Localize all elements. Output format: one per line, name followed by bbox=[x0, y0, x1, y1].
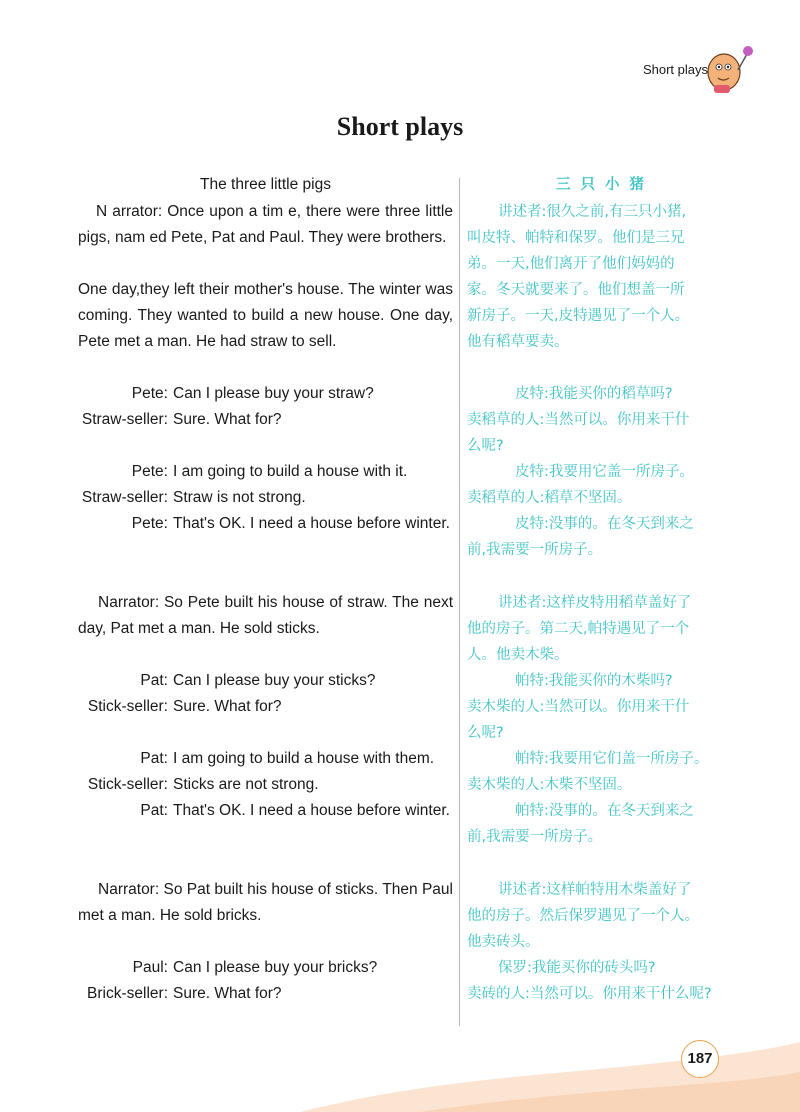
narration-paragraph-3: Narrator: So Pete built his house of straw. The next day, Pat met a man. He sold sticks. bbox=[78, 594, 453, 637]
translation-line: 卖稻草的人:当然可以。你用来干什 bbox=[467, 412, 690, 428]
translation-line: 讲述者:这样帕特用木柴盖好了 bbox=[498, 882, 692, 898]
dialogue-line: Sure. What for? bbox=[173, 985, 282, 1002]
speaker-label: Stick-seller: bbox=[87, 698, 168, 715]
narration-paragraph-1: N arrator: Once upon a tim e, there were three little pigs, nam ed Pete, Pat and Paul. They were brothers. bbox=[78, 203, 453, 246]
translation-line: 他的房子。然后保罗遇见了一个人。 bbox=[467, 908, 699, 924]
dialogue-line: Straw is not strong. bbox=[173, 489, 306, 506]
translation-line: 卖稻草的人:稻草不坚固。 bbox=[467, 490, 632, 506]
dialogue-line: Can I please buy your bricks? bbox=[173, 959, 378, 976]
story-title-english: The three little pigs bbox=[200, 176, 331, 193]
translation-line: 皮特:我能买你的稻草吗? bbox=[515, 386, 673, 402]
translation-line: 人。他卖木柴。 bbox=[467, 647, 569, 663]
translation-line: 他的房子。第二天,帕特遇见了一个 bbox=[467, 621, 690, 637]
speaker-label: Pat: bbox=[140, 672, 168, 689]
speaker-label: Pat: bbox=[140, 750, 168, 767]
dialogue-line: I am going to build a house with it. bbox=[173, 463, 408, 480]
page-title: Short plays bbox=[336, 112, 464, 141]
translation-line: 讲述者:很久之前,有三只小猪, bbox=[498, 204, 687, 220]
speaker-label: Straw-seller: bbox=[81, 411, 168, 428]
column-divider bbox=[459, 178, 460, 1026]
translation-line: 前,我需要一所房子。 bbox=[467, 829, 603, 845]
speaker-label: Pete: bbox=[131, 385, 168, 402]
translation-line: 么呢? bbox=[467, 725, 504, 741]
dialogue-line: I am going to build a house with them. bbox=[173, 750, 435, 767]
dialogue-line: Sure. What for? bbox=[173, 698, 282, 715]
translation-line: 帕特:我要用它们盖一所房子。 bbox=[515, 751, 709, 767]
speaker-label: Stick-seller: bbox=[87, 776, 168, 793]
running-header: Short plays bbox=[642, 62, 708, 77]
speaker-label: Straw-seller: bbox=[81, 489, 168, 506]
dialogue-line: Sticks are not strong. bbox=[173, 776, 319, 793]
translation-line: 叫皮特、帕特和保罗。他们是三兄 bbox=[467, 230, 685, 246]
speaker-label: Pat: bbox=[140, 802, 168, 819]
dialogue-line: That's OK. I need a house before winter. bbox=[173, 802, 450, 819]
speaker-label: Brick-seller: bbox=[87, 985, 168, 1002]
translation-line: 他有稻草要卖。 bbox=[467, 334, 569, 350]
translation-line: 帕特:没事的。在冬天到来之 bbox=[515, 803, 694, 819]
translation-line: 讲述者:这样皮特用稻草盖好了 bbox=[498, 595, 692, 611]
speaker-label: Paul: bbox=[132, 959, 168, 976]
translation-line: 他卖砖头。 bbox=[467, 934, 540, 950]
dialogue-line: Can I please buy your straw? bbox=[173, 385, 374, 402]
translation-line: 皮特:我要用它盖一所房子。 bbox=[515, 464, 694, 480]
translation-line: 前,我需要一所房子。 bbox=[467, 542, 603, 558]
story-title-chinese: 三只小猪 bbox=[556, 177, 654, 193]
translation-line: 卖木柴的人:木柴不坚固。 bbox=[467, 777, 632, 793]
translation-line: 卖砖的人:当然可以。你用来干什么呢? bbox=[467, 986, 712, 1002]
dialogue-line: That's OK. I need a house before winter. bbox=[173, 515, 450, 532]
translation-line: 皮特:没事的。在冬天到来之 bbox=[515, 516, 694, 532]
speaker-label: Pete: bbox=[131, 515, 168, 532]
narration-paragraph-4: Narrator: So Pat built his house of sticks. Then Paul met a man. He sold bricks. bbox=[78, 881, 453, 924]
page-number: 187 bbox=[681, 1040, 719, 1078]
translation-line: 保罗:我能买你的砖头吗? bbox=[498, 960, 656, 976]
translation-line: 新房子。一天,皮特遇见了一个人。 bbox=[467, 308, 690, 324]
translation-line: 卖木柴的人:当然可以。你用来干什 bbox=[467, 699, 690, 715]
dialogue-line: Can I please buy your sticks? bbox=[173, 672, 376, 689]
narration-paragraph-2: One day,they left their mother's house. The winter was coming. They wanted to build a new house. One day, Pete met a man. He had straw to sell. bbox=[78, 281, 453, 350]
translation-line: 弟。一天,他们离开了他们妈妈的 bbox=[467, 256, 675, 272]
cartoon-character-icon bbox=[700, 40, 756, 96]
dialogue-line: Sure. What for? bbox=[173, 411, 282, 428]
translation-line: 帕特:我能买你的木柴吗? bbox=[515, 673, 673, 689]
footer-wave-decoration bbox=[0, 1012, 800, 1112]
speaker-label: Pete: bbox=[131, 463, 168, 480]
translation-line: 家。冬天就要来了。他们想盖一所 bbox=[467, 282, 685, 298]
translation-line: 么呢? bbox=[467, 438, 504, 454]
